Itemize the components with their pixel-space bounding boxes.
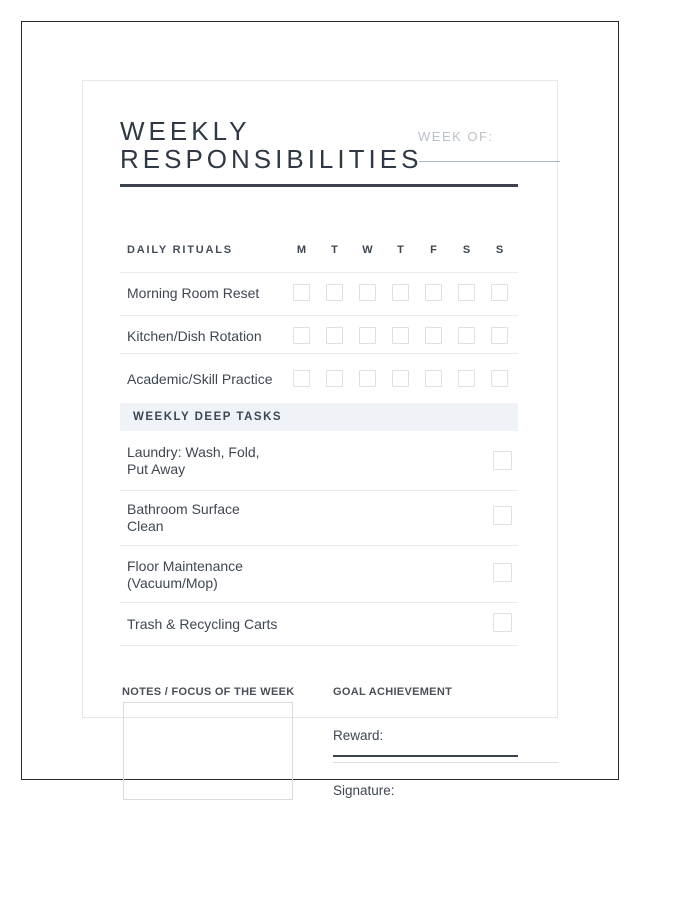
daily-checkbox[interactable] <box>425 370 442 387</box>
daily-checkbox[interactable] <box>458 370 475 387</box>
weekly-task-line: Laundry: Wash, Fold, <box>127 444 260 460</box>
divider <box>120 602 518 603</box>
daily-checkbox[interactable] <box>293 370 310 387</box>
weekly-task-line: Trash & Recycling Carts <box>127 616 278 632</box>
weekly-deep-tasks-heading: WEEKLY DEEP TASKS <box>133 411 283 423</box>
daily-checkbox[interactable] <box>392 370 409 387</box>
daily-checkbox[interactable] <box>392 284 409 301</box>
title-underline <box>120 184 518 187</box>
day-letter-fri: F <box>430 244 437 256</box>
weekly-task-line: (Vacuum/Mop) <box>127 574 218 591</box>
daily-checkbox[interactable] <box>392 327 409 344</box>
divider <box>120 353 518 354</box>
day-letter-tue: T <box>331 244 338 256</box>
weekly-checkbox[interactable] <box>493 563 512 582</box>
divider <box>120 490 518 491</box>
weekly-deep-tasks-band <box>120 403 518 431</box>
day-letter-thu: T <box>397 244 404 256</box>
week-of-fill-line[interactable] <box>419 161 560 162</box>
notes-heading: NOTES / FOCUS OF THE WEEK <box>122 686 295 698</box>
daily-checkbox[interactable] <box>491 370 508 387</box>
divider <box>120 545 518 546</box>
daily-checkbox[interactable] <box>293 284 310 301</box>
daily-checkbox-row <box>293 370 508 387</box>
weekly-task-label <box>127 616 277 633</box>
divider <box>120 272 518 273</box>
daily-checkbox-row <box>293 327 508 344</box>
notes-input-box[interactable] <box>123 702 293 800</box>
weekly-checkbox[interactable] <box>493 506 512 525</box>
weekly-checkbox[interactable] <box>493 451 512 470</box>
daily-checkbox[interactable] <box>293 327 310 344</box>
day-letter-sun: S <box>495 244 504 256</box>
daily-checkbox[interactable] <box>425 327 442 344</box>
day-letter-sat: S <box>462 244 471 256</box>
daily-rituals-heading: DAILY RITUALS <box>127 244 233 256</box>
signature-label: Signature: <box>333 783 395 798</box>
page-title <box>120 117 422 173</box>
reward-line-shadow <box>333 762 559 763</box>
day-letter-wed: W <box>362 244 373 256</box>
weekly-task-line: Bathroom Surface <box>127 501 240 517</box>
reward-label: Reward: <box>333 728 384 743</box>
daily-checkbox[interactable] <box>326 327 343 344</box>
daily-checkbox[interactable] <box>359 284 376 301</box>
page-title-line-2: RESPONSIBILITIES <box>120 144 423 174</box>
daily-checkbox[interactable] <box>491 327 508 344</box>
weekly-task-line: Put Away <box>127 460 186 477</box>
weekly-task-line: Clean <box>127 517 164 534</box>
daily-task-label: Kitchen/Dish Rotation <box>127 328 262 344</box>
day-letter-headers <box>285 244 516 256</box>
day-letter-mon: M <box>296 244 307 256</box>
daily-checkbox[interactable] <box>491 284 508 301</box>
page-title-line-1: WEEKLY <box>120 116 251 146</box>
divider <box>120 645 518 646</box>
weekly-task-label <box>127 558 243 591</box>
daily-task-label: Academic/Skill Practice <box>127 371 273 387</box>
goal-achievement-heading: GOAL ACHIEVEMENT <box>333 686 453 698</box>
daily-checkbox[interactable] <box>425 284 442 301</box>
weekly-task-line: Floor Maintenance <box>127 558 243 574</box>
daily-checkbox[interactable] <box>326 370 343 387</box>
daily-checkbox[interactable] <box>326 284 343 301</box>
daily-task-label: Morning Room Reset <box>127 285 260 301</box>
weekly-checkbox[interactable] <box>493 613 512 632</box>
divider <box>120 315 518 316</box>
daily-checkbox-row <box>293 284 508 301</box>
daily-checkbox[interactable] <box>458 327 475 344</box>
weekly-task-label <box>127 501 240 534</box>
reward-fill-line[interactable] <box>333 755 518 757</box>
daily-checkbox[interactable] <box>359 370 376 387</box>
daily-checkbox[interactable] <box>359 327 376 344</box>
daily-checkbox[interactable] <box>458 284 475 301</box>
weekly-task-label <box>127 444 260 477</box>
week-of-label: WEEK OF: <box>418 129 494 144</box>
